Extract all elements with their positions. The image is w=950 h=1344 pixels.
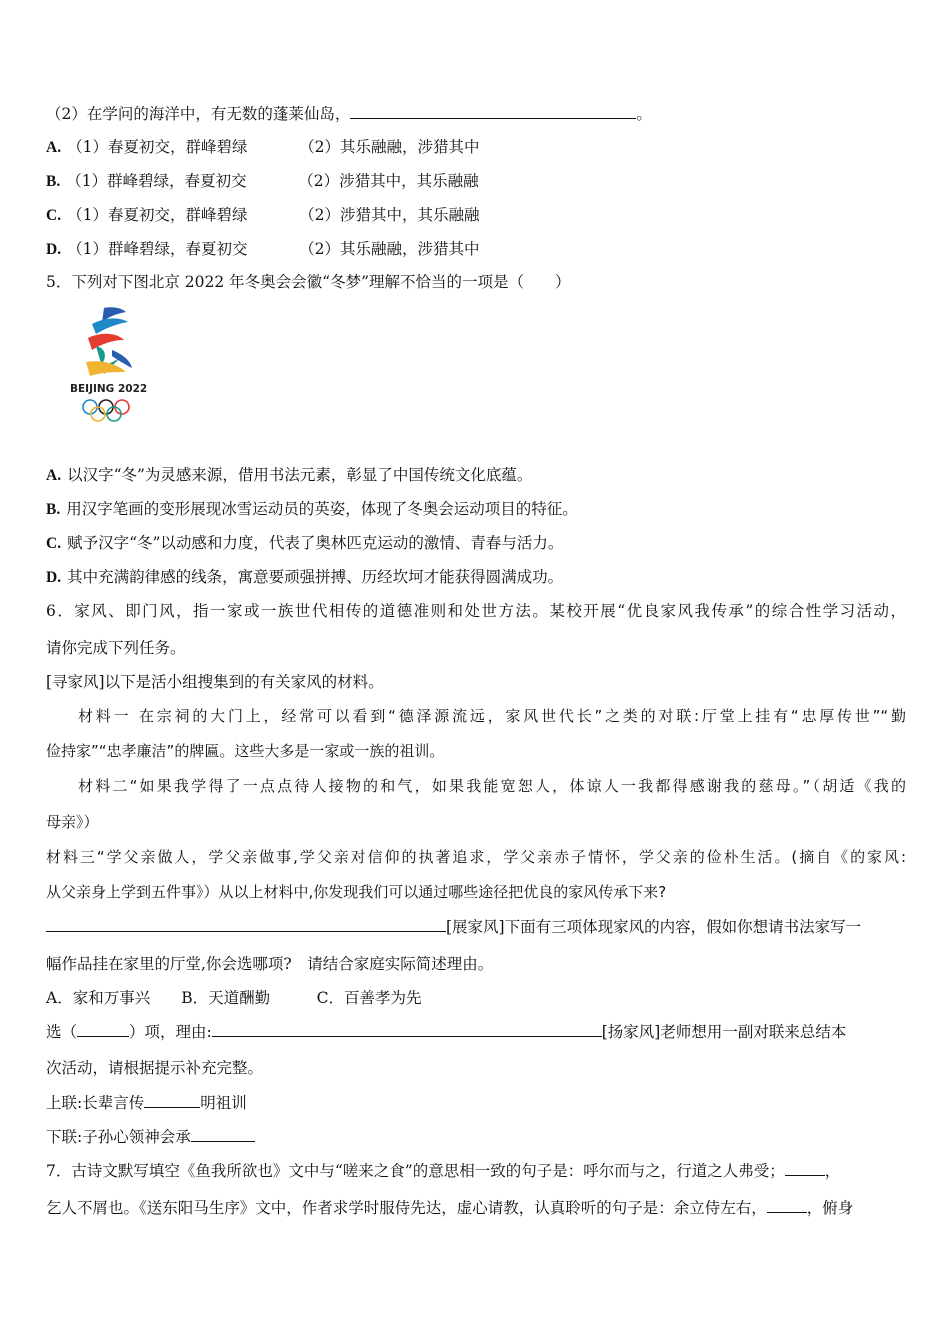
option-letter: B. — [46, 501, 61, 518]
option-part2: （2）其乐融融，涉猎其中 — [299, 138, 480, 156]
q6-upper-couplet — [46, 1092, 906, 1113]
option-part2: （2）其乐融融，涉猎其中 — [299, 240, 480, 258]
option-part2: （2）涉猎其中，其乐融融 — [299, 206, 480, 224]
q6-material1-line1: 材料一 在宗祠的大门上，经常可以看到“德泽源流远，家风世代长”之类的对联:厅堂上挂有“忠厚传世”“勤 — [78, 707, 906, 725]
upper-couplet-suffix: 明祖训 — [200, 1094, 247, 1112]
option-part1: （1）春夏初交，群峰碧绿 — [67, 138, 248, 156]
winter-dream-emblem-icon — [66, 302, 158, 430]
q6-material3-line2 — [46, 882, 906, 902]
q6-approach-blank[interactable] — [46, 916, 446, 932]
option-letter: D. — [46, 241, 62, 258]
q6-material2-line2: 母亲》） — [46, 813, 99, 831]
beijing-2022-emblem — [66, 302, 158, 430]
q5-option-b[interactable] — [46, 499, 906, 520]
option-letter: C. — [46, 207, 62, 224]
q6-show-heading: [展家风]下面有三项体现家风的内容，假如你想请书法家写一 — [446, 918, 862, 936]
q4-item2-end: 。 — [636, 105, 652, 123]
option-part2: （2）涉猎其中，其乐融融 — [298, 172, 479, 190]
q7-line1 — [46, 1160, 906, 1181]
q6-material3-line1: 材料三“学父亲做人，学父亲做事,学父亲对信仰的执著追求，学父亲赤子情怀，学父亲的俭朴生活。(摘自《的家风: — [46, 848, 906, 866]
q6-show-line2: 幅作品挂在家里的厅堂,你会选哪项? 请结合家庭实际简述理由。 — [46, 955, 494, 973]
q5-option-d[interactable] — [46, 567, 906, 588]
q6-choices: A．家和万事兴 B．天道酬勤 C．百善孝为先 — [46, 989, 422, 1007]
option-letter: B. — [46, 173, 61, 190]
option-letter: C. — [46, 535, 62, 552]
option-text: 赋予汉字“冬”以动感和力度，代表了奥林匹克运动的激情、青春与活力。 — [67, 534, 564, 552]
q5-option-c[interactable] — [46, 533, 906, 554]
upper-couplet-prefix: 上联:长辈言传 — [46, 1094, 145, 1112]
q5-stem: 5．下列对下图北京 2022 年冬奥会会徽“冬梦”理解不恰当的一项是（ ） — [46, 273, 571, 291]
q7-line1-text: 7．古诗文默写填空《鱼我所欲也》文中与“嗟来之食”的意思相一致的句子是：呼尔而与之，行道之人弗受； — [46, 1162, 785, 1180]
q4-option-b[interactable] — [46, 171, 906, 192]
q6-reason-blank[interactable] — [212, 1021, 602, 1037]
q4-option-a[interactable] — [46, 137, 906, 158]
q7-blank-1[interactable] — [785, 1160, 825, 1176]
q6-show-line1 — [46, 916, 906, 937]
q7-line1-end: ， — [824, 1162, 841, 1180]
option-letter: A. — [46, 139, 62, 156]
lower-couplet-blank[interactable] — [191, 1126, 255, 1142]
option-text: 用汉字笔画的变形展现冰雪运动员的英姿，体现了冬奥会运动项目的特征。 — [66, 500, 578, 518]
q6-select-blank[interactable] — [77, 1021, 129, 1037]
option-text: 以汉字“冬”为灵感来源，借用书法元素，彰显了中国传统文化底蕴。 — [67, 466, 533, 484]
q6-select-mid: ）项，理由: — [129, 1023, 212, 1041]
option-letter: A. — [46, 467, 62, 484]
q4-item2-blank[interactable] — [350, 103, 636, 119]
option-part1: （1）群峰碧绿，春夏初交 — [67, 240, 248, 258]
q6-select-prefix: 选（ — [46, 1023, 78, 1041]
option-part1: （1）群峰碧绿，春夏初交 — [66, 172, 247, 190]
q6-material1-line2: 俭持家”“忠孝廉洁”的牌匾。这些大多是一家或一族的祖训。 — [46, 742, 445, 760]
q4-item2 — [46, 103, 906, 124]
q6-select-line — [46, 1021, 906, 1042]
q6-stem-line1: 6．家风、即门风，指一家或一族世代相传的道德准则和处世方法。某校开展“优良家风我传承”的综合性学习活动， — [46, 602, 906, 620]
q4-item2-text: （2）在学问的海洋中，有无数的蓬莱仙岛， — [46, 105, 351, 123]
q6-seek-heading: [寻家风]以下是活小组搜集到的有关家风的材料。 — [46, 673, 384, 691]
q6-stem-line2: 请你完成下列任务。 — [46, 639, 186, 657]
q6-material2-line1: 材料二“如果我学得了一点点待人接物的和气，如果我能宽恕人，体谅人一我都得感谢我的慈母。”（胡适《我的 — [78, 777, 906, 795]
q6-material3-source: 从父亲身上学到五件事》）从以上材料中,你发现我们可以通过哪些途径把优良的家风传承下来? — [46, 883, 667, 901]
q7-blank-2[interactable] — [767, 1197, 807, 1213]
q6-spread-heading: [扬家风]老师想用一副对联来总结本 — [601, 1023, 847, 1041]
emblem-wordmark: BEIJING 2022 — [70, 383, 148, 395]
q4-option-c[interactable] — [46, 205, 906, 226]
lower-couplet-prefix: 下联:子孙心领神会承 — [46, 1128, 191, 1146]
q6-spread-line2: 次活动，请根据提示补充完整。 — [46, 1059, 264, 1077]
q6-lower-couplet — [46, 1126, 906, 1147]
q7-line2-text: 乞人不屑也。《送东阳马生序》文中，作者求学时服侍先达，虚心请教，认真聆听的句子是：余立侍左右， — [46, 1199, 767, 1217]
q7-line2-end: ，俯身 — [806, 1199, 854, 1217]
upper-couplet-blank[interactable] — [144, 1092, 200, 1108]
option-part1: （1）春夏初交，群峰碧绿 — [67, 206, 248, 224]
q4-option-d[interactable] — [46, 239, 906, 260]
q7-line2 — [46, 1197, 906, 1218]
q5-option-a[interactable] — [46, 465, 906, 486]
option-text: 其中充满韵律感的线条，寓意要顽强拼搏、历经坎坷才能获得圆满成功。 — [67, 568, 564, 586]
option-letter: D. — [46, 569, 62, 586]
